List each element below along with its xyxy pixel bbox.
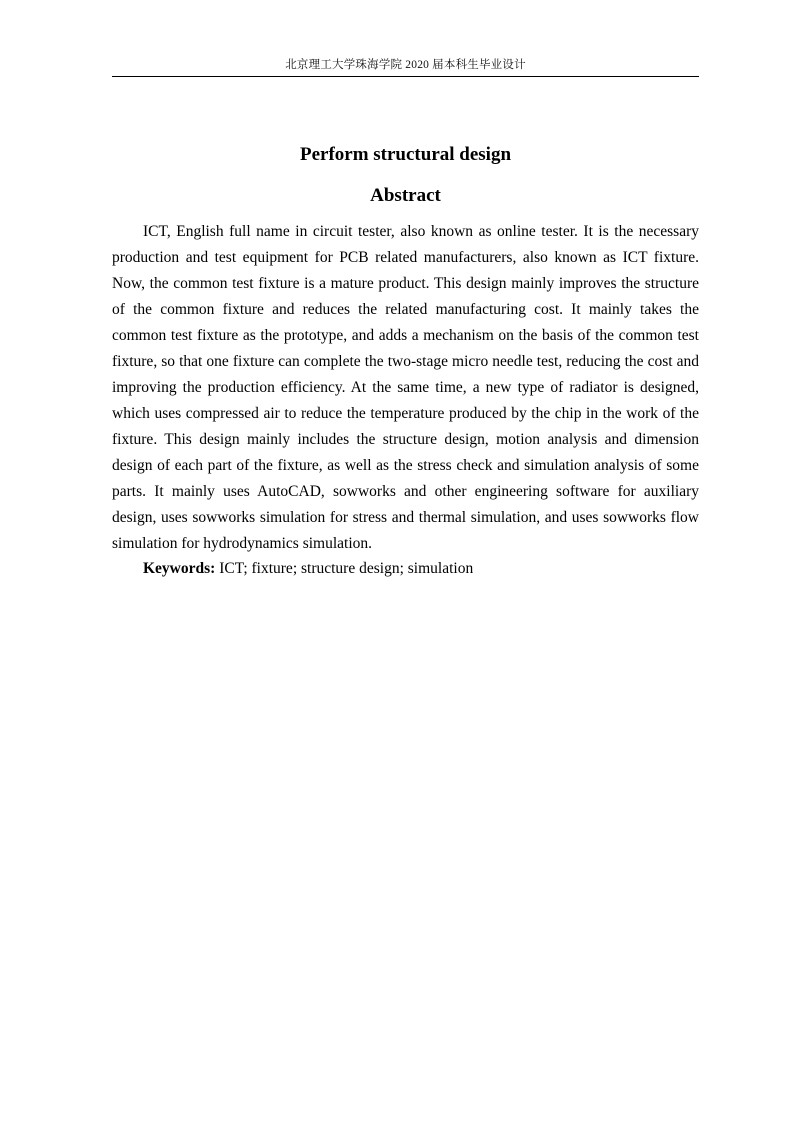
keywords-line	[112, 556, 699, 582]
document-title: Perform structural design	[299, 144, 512, 165]
keywords-value: ICT; fixture; structure design; simulation	[215, 560, 474, 577]
abstract-heading: Abstract	[370, 185, 441, 206]
running-header: 北京理工大学珠海学院 2020 届本科生毕业设计	[285, 59, 526, 71]
header-divider	[112, 76, 699, 77]
abstract-paragraph: ICT, English full name in circuit tester, also known as online tester. It is the necessary production and test equipment for PCB related manufacturers, also known as ICT fixture. Now, the common test fixture is a mature product. This design mainly improves the structure of the common fixture and reduces the related manufacturing cost. It mainly takes the common test fixture as the prototype, and adds a mechanism on the basis of the common test fixture, so that one fixture can complete the two-stage micro needle test, reducing the cost and improving the production efficiency. At the same time, a new type of radiator is designed, which uses compressed air to reduce the temperature produced by the chip in the work of the fixture. This design mainly includes the structure design, motion analysis and dimension design of each part of the fixture, as well as the stress check and simulation analysis of some parts. It mainly uses AutoCAD, sowworks and other engineering software for auxiliary design, uses sowworks simulation for stress and thermal simulation, and uses sowworks flow simulation for hydrodynamics simulation.	[112, 223, 699, 552]
keywords-label: Keywords:	[143, 560, 216, 577]
